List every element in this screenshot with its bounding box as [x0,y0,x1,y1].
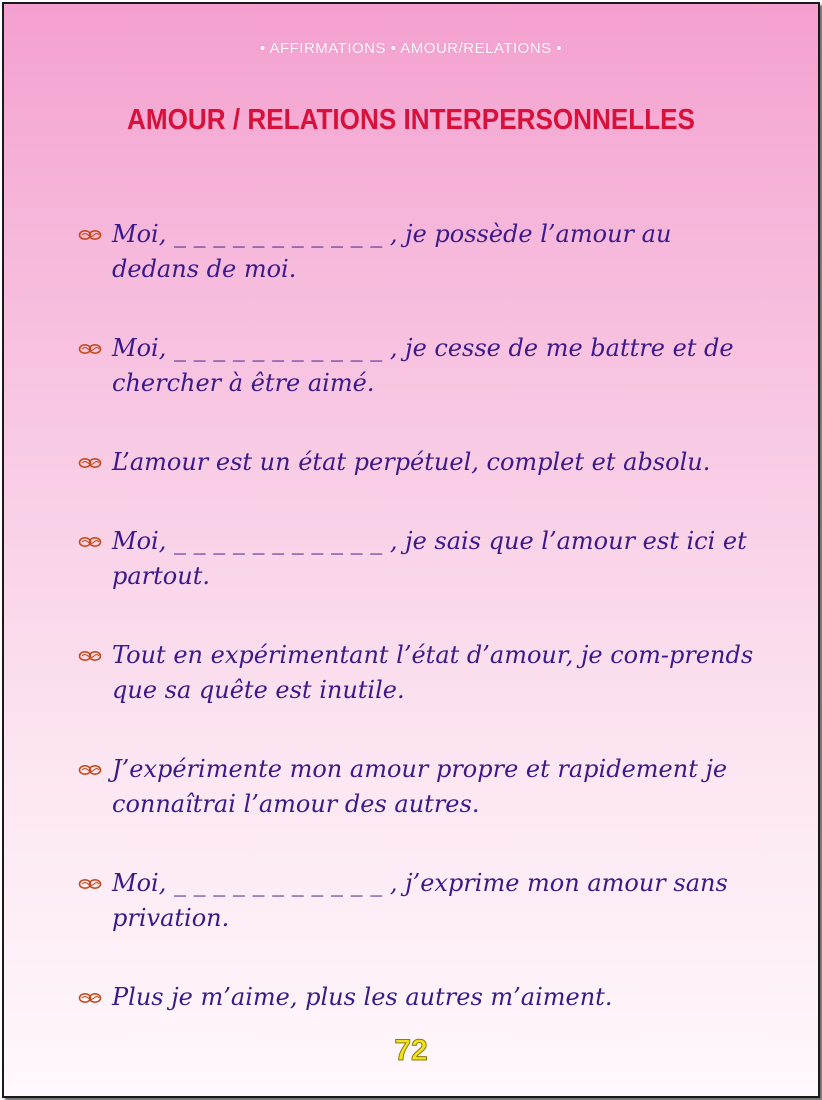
double-loop-ornament-icon [78,638,106,673]
affirmation-text: Tout en expérimentant l’état d’amour, je com-prends que sa quête est inutile. [112,641,754,704]
affirmation-text: L’amour est un état perpétuel, complet et absolu. [112,448,711,476]
affirmation-item [78,445,758,480]
double-loop-ornament-icon [78,331,106,366]
affirmation-item [78,638,758,708]
affirmation-item [78,752,758,822]
page-number: 72 [394,1034,428,1067]
affirmation-item [78,866,758,936]
double-loop-ornament-icon [78,217,106,252]
double-loop-ornament-icon [78,524,106,559]
double-loop-ornament-icon [78,980,106,1015]
book-page [2,2,820,1098]
affirmation-item [78,980,758,1015]
affirmation-item [78,331,758,401]
affirmation-text: Moi, _ _ _ _ _ _ _ _ _ _ _ , j’exprime mon amour sans privation. [112,869,728,932]
affirmation-item [78,524,758,594]
double-loop-ornament-icon [78,445,106,480]
page-title: AMOUR / RELATIONS INTERPERSONNELLES [127,104,695,136]
affirmation-text: J’expérimente mon amour propre et rapidement je connaîtrai l’amour des autres. [112,755,728,818]
affirmation-item [78,217,758,287]
affirmation-text: Moi, _ _ _ _ _ _ _ _ _ _ _ , je sais que l’amour est ici et partout. [112,527,747,590]
affirmation-list [78,217,758,1059]
double-loop-ornament-icon [78,752,106,787]
affirmation-text: Moi, _ _ _ _ _ _ _ _ _ _ _ , je cesse de me battre et de chercher à être aimé. [112,334,734,397]
running-header: • AFFIRMATIONS • AMOUR/RELATIONS • [259,40,563,57]
double-loop-ornament-icon [78,866,106,901]
affirmation-text: Moi, _ _ _ _ _ _ _ _ _ _ _ , je possède l’amour au dedans de moi. [112,220,672,283]
affirmation-text: Plus je m’aime, plus les autres m’aiment. [112,983,613,1011]
